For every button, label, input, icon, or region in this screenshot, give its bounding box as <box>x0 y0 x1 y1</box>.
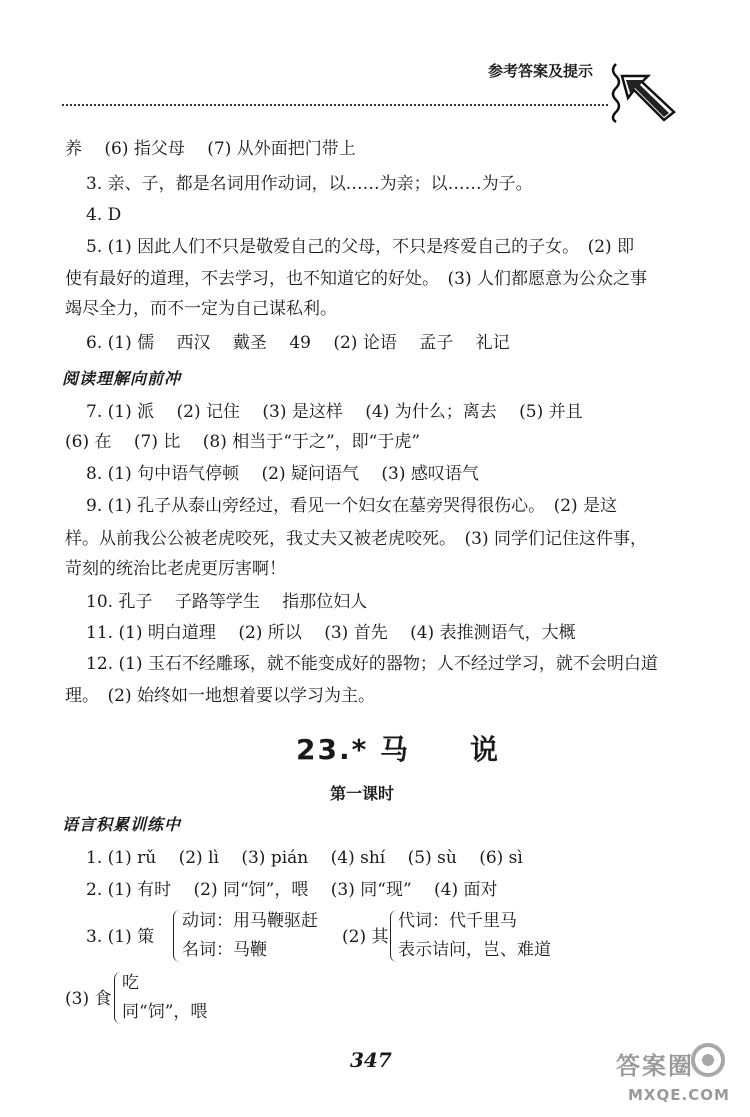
answer-line: 3. (1) 策 <box>86 927 155 947</box>
answer-line: 1. (1) rǔ (2) lì (3) pián (4) shí (5) sù (6) sì <box>86 848 523 868</box>
answer-line: 5. (1) 因此人们不只是敬爱自己的父母，不只是疼爱自己的子女。 (2) 即 <box>86 237 635 257</box>
answer-line: 使有最好的道理，不去学习，也不知道它的好处。 (3) 人们都愿意为公众之事 <box>65 269 647 289</box>
answer-line: 6. (1) 儒 西汉 戴圣 49 (2) 论语 孟子 礼记 <box>86 333 510 353</box>
answer-line: (6) 在 (7) 比 (8) 相当于“于之”，即“于虎” <box>65 432 421 452</box>
running-header-title: 参考答案及提示 <box>488 62 594 80</box>
brace-option: 名词：马鞭 <box>182 940 267 960</box>
answer-line: 11. (1) 明白道理 (2) 所以 (3) 首先 (4) 表推测语气，大概 <box>86 623 576 643</box>
answer-line: 养 (6) 指父母 (7) 从外面把门带上 <box>65 139 356 159</box>
answer-line: 10. 孔子 子路等学生 指那位妇人 <box>86 592 368 612</box>
answer-line: 竭尽全力，而不一定为自己谋私利。 <box>65 299 337 319</box>
brace-option: 同“饲”，喂 <box>122 1002 208 1022</box>
left-brace <box>114 972 122 1024</box>
answer-line: 2. (1) 有时 (2) 同“饲”，喂 (3) 同“现” (4) 面对 <box>86 880 498 900</box>
brace-option: 吃 <box>122 973 139 993</box>
header-dotted-rule <box>62 104 608 106</box>
brace-option: 动词：用马鞭驱赶 <box>182 911 318 931</box>
chapter-title: 23.* 马 说 <box>296 733 500 766</box>
left-brace <box>173 910 181 962</box>
lesson-title: 第一课时 <box>330 784 395 803</box>
section-heading: 阅读理解向前冲 <box>62 369 182 388</box>
answer-line: 12. (1) 玉石不经雕琢，就不能变成好的器物；人不经过学习，就不会明白道 <box>86 654 658 674</box>
answer-line: 3. 亲、子，都是名词用作动词，以……为亲；以……为子。 <box>86 174 533 194</box>
page-number: 347 <box>350 1048 392 1072</box>
answer-line: (2) 其 <box>342 927 389 947</box>
answer-line: 7. (1) 派 (2) 记住 (3) 是这样 (4) 为什么；离去 (5) 并且 <box>86 402 583 422</box>
answer-line: 理。 (2) 始终如一地想着要以学习为主。 <box>65 686 375 706</box>
answer-line: 苛刻的统治比老虎更厉害啊！ <box>65 559 286 579</box>
brace-option: 表示诘问，岂、难道 <box>398 940 551 960</box>
left-brace <box>390 910 398 962</box>
answer-line: 4. D <box>86 205 122 225</box>
answer-line: 样。从前我公公被老虎咬死，我丈夫又被老虎咬死。 (3) 同学们记住这件事， <box>65 529 647 549</box>
arrow-icon <box>606 58 684 124</box>
watermark-url: MXQE.COM <box>628 1086 730 1104</box>
brace-option: 代词：代千里马 <box>398 911 517 931</box>
section-heading: 语言积累训练中 <box>62 815 182 834</box>
answer-line: 9. (1) 孔子从泰山旁经过，看见一个妇女在墓旁哭得很伤心。 (2) 是这 <box>86 496 618 516</box>
answer-line: 8. (1) 句中语气停顿 (2) 疑问语气 (3) 感叹语气 <box>86 464 479 484</box>
answer-line: (3) 食 <box>65 989 112 1009</box>
watermark-logo-icon <box>690 1042 726 1078</box>
watermark-logo-text: 答案圈 <box>616 1052 694 1080</box>
